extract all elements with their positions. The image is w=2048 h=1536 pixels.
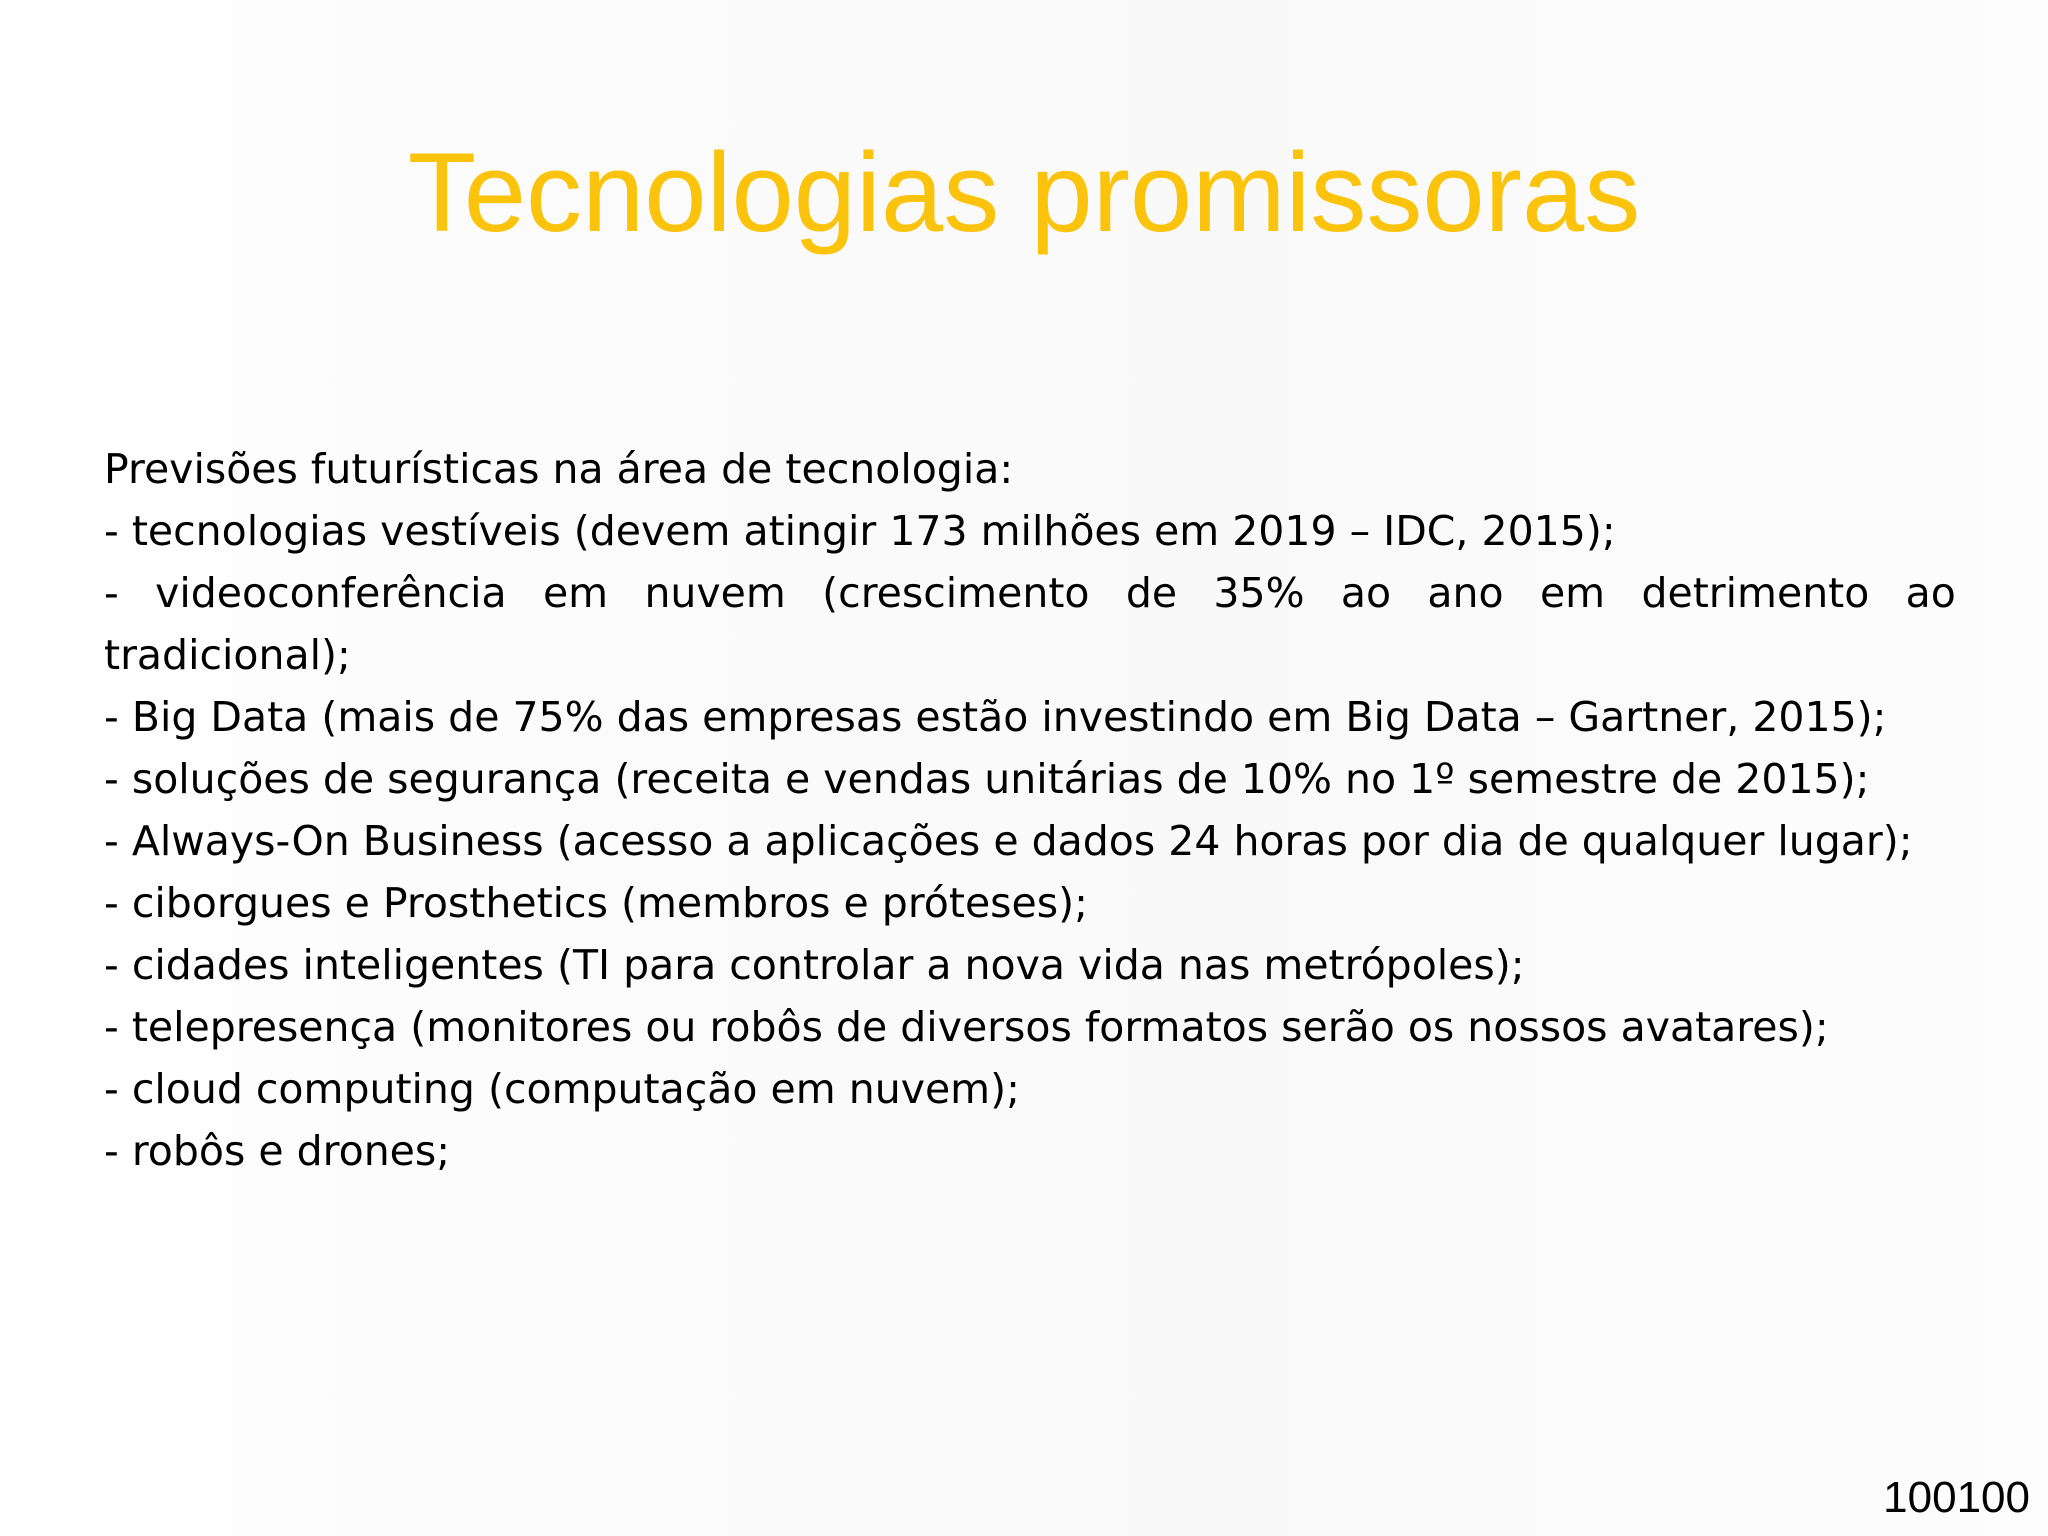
bullet-word: de — [1125, 569, 1178, 617]
bullet-word: - — [104, 569, 119, 617]
slide-number: 100100 — [1883, 1473, 2030, 1522]
bullet-item: - robôs e drones; — [104, 1127, 451, 1175]
bullet-word: ao — [1340, 569, 1392, 617]
bullet-item: - Big Data (mais de 75% das empresas estão investindo em Big Data – Gartner, 2015); — [104, 693, 1887, 741]
bullet-word: em — [1539, 569, 1606, 617]
slide-title: Tecnologias promissoras — [407, 130, 1641, 255]
bullet-word: ao — [1905, 569, 1956, 617]
bullet-item: - telepresença (monitores ou robôs de diversos formatos serão os nossos avatares); — [104, 1003, 1829, 1051]
bullet-word: detrimento — [1641, 569, 1870, 617]
bullet-item: - cidades inteligentes (TI para controlar a nova vida nas metrópoles); — [104, 941, 1525, 989]
bullet-item-continuation: tradicional); — [104, 631, 351, 679]
bullet-item: - soluções de segurança (receita e vendas unitárias de 10% no 1º semestre de 2015); — [104, 755, 1870, 803]
bullet-word: em — [542, 569, 609, 617]
bullet-word: ano — [1427, 569, 1504, 617]
bullet-item: - ciborgues e Prosthetics (membros e próteses); — [104, 879, 1088, 927]
bullet-word: 35% — [1213, 569, 1305, 617]
bullet-word: nuvem — [644, 569, 786, 617]
bullet-item: - cloud computing (computação em nuvem); — [104, 1065, 1020, 1113]
bullet-word: videoconferência — [155, 569, 507, 617]
bullet-item: - tecnologias vestíveis (devem atingir 173 milhões em 2019 – IDC, 2015); — [104, 507, 1616, 555]
slide-body — [104, 438, 1956, 1182]
intro-line: Previsões futurísticas na área de tecnologia: — [104, 445, 1014, 493]
bullet-word: (crescimento — [822, 569, 1090, 617]
bullet-item: - Always-On Business (acesso a aplicações e dados 24 horas por dia de qualquer lugar); — [104, 817, 1913, 865]
bullet-item-justified — [104, 562, 1956, 624]
